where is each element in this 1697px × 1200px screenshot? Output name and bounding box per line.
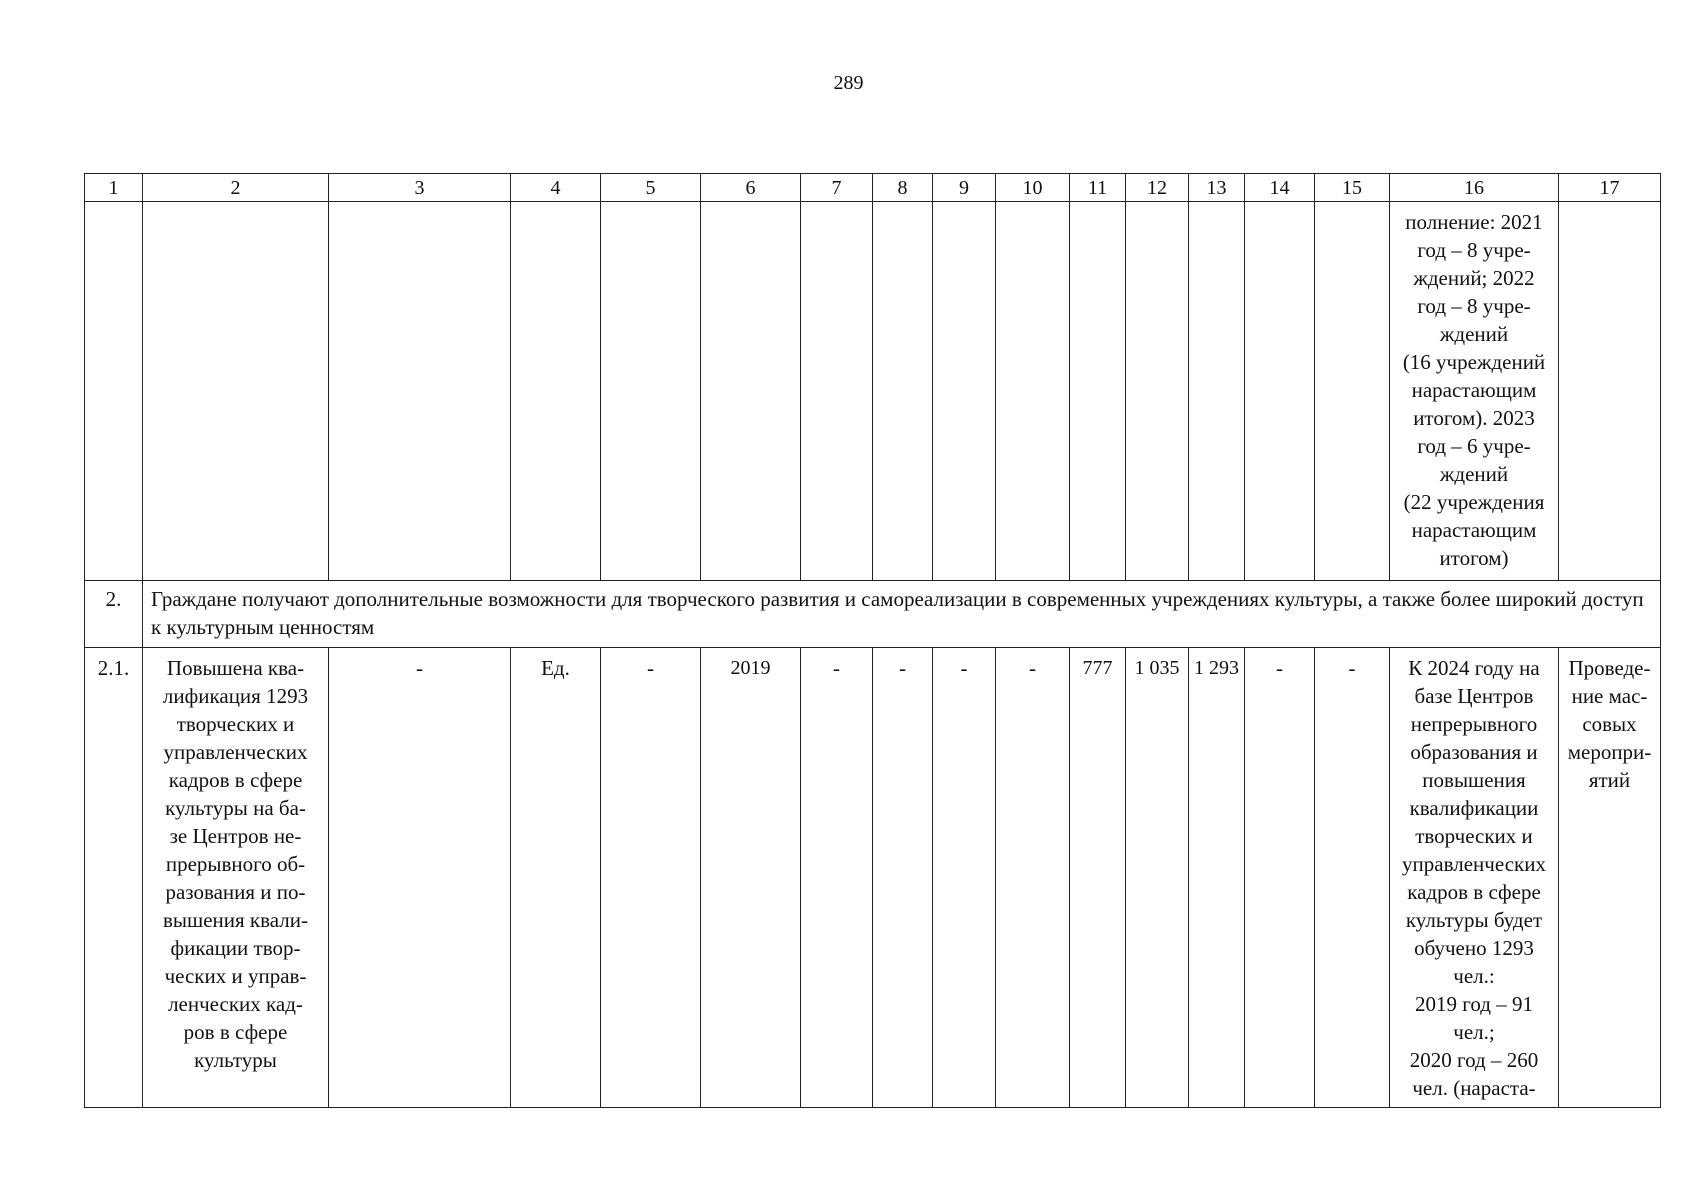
column-number: 4 xyxy=(511,174,601,202)
text-line: ческих и управ- xyxy=(164,964,307,988)
text-line: год – 8 учре- xyxy=(1417,294,1531,318)
table-cell xyxy=(511,202,601,581)
text-line: итогом). 2023 xyxy=(1413,406,1535,430)
column-number: 9 xyxy=(933,174,996,202)
column-number: 16 xyxy=(1390,174,1559,202)
column-number: 10 xyxy=(996,174,1070,202)
unit-cell: Ед. xyxy=(511,648,601,1108)
text-line: чел.; xyxy=(1453,1020,1495,1044)
table-cell xyxy=(1315,202,1390,581)
table-cell xyxy=(1245,202,1315,581)
value-cell: 1 035 xyxy=(1126,648,1189,1108)
text-line: вышения квали- xyxy=(163,908,308,932)
table-cell: - xyxy=(873,648,933,1108)
table-cell: - xyxy=(329,648,511,1108)
text-line: управленческих xyxy=(163,740,308,764)
value-cell: 777 xyxy=(1070,648,1126,1108)
table-cell xyxy=(329,202,511,581)
column-number: 15 xyxy=(1315,174,1390,202)
section-title: Граждане получают дополнительные возможности для творческого развития и самореализации в современных учреждениях культуры, а также более широкий доступ к культурным ценностям xyxy=(143,581,1661,648)
column-number: 8 xyxy=(873,174,933,202)
activity-type-cell xyxy=(1559,648,1661,1108)
text-line: кадров в сфере xyxy=(168,768,303,792)
text-line: повышения xyxy=(1422,768,1526,792)
text-line: ждений xyxy=(1439,462,1509,486)
text-line: культуры на ба- xyxy=(165,796,306,820)
column-number: 12 xyxy=(1126,174,1189,202)
table-cell xyxy=(1126,202,1189,581)
text-line: Проведе- xyxy=(1568,656,1651,680)
table-cell xyxy=(873,202,933,581)
text-line: ждений xyxy=(1439,322,1509,346)
text-line: квалификации xyxy=(1409,796,1539,820)
text-line: творческих и xyxy=(1415,824,1533,848)
column-number: 1 xyxy=(85,174,143,202)
text-line: совых xyxy=(1582,712,1637,736)
table-cell: - xyxy=(1315,648,1390,1108)
text-line: чел. (нараста- xyxy=(1412,1076,1536,1100)
table-cell xyxy=(1559,202,1661,581)
table-cell xyxy=(801,202,873,581)
text-line: кадров в сфере xyxy=(1407,880,1541,904)
text-line: фикации твор- xyxy=(170,936,301,960)
column-number: 14 xyxy=(1245,174,1315,202)
text-line: обучено 1293 xyxy=(1414,936,1534,960)
text-line: (16 учреждений xyxy=(1402,350,1546,374)
text-line: полнение: 2021 xyxy=(1405,210,1543,234)
text-line: К 2024 году на xyxy=(1408,656,1540,680)
text-line: 2020 год – 260 xyxy=(1409,1048,1539,1072)
text-line: год – 6 учре- xyxy=(1417,434,1531,458)
table-cell xyxy=(85,202,143,581)
text-line: непрерывного xyxy=(1410,712,1538,736)
column-number: 5 xyxy=(601,174,701,202)
section-number: 2. xyxy=(85,581,143,648)
table-cell: - xyxy=(996,648,1070,1108)
text-line: разования и по- xyxy=(165,880,306,904)
indicators-table xyxy=(84,173,1661,1108)
text-line: ятий xyxy=(1588,768,1631,792)
text-line: ждений; 2022 xyxy=(1413,266,1535,290)
value-cell: 1 293 xyxy=(1189,648,1245,1108)
result-name-cell xyxy=(143,648,329,1108)
table-cell: - xyxy=(601,648,701,1108)
text-line: прерывного об- xyxy=(165,852,306,876)
text-line: культуры xyxy=(194,1048,277,1072)
text-line: 2019 год – 91 xyxy=(1415,992,1533,1016)
table-cell: - xyxy=(801,648,873,1108)
text-line: ленческих кад- xyxy=(168,992,303,1016)
text-line: чел.: xyxy=(1453,964,1495,988)
table-cell xyxy=(143,202,329,581)
table-cell xyxy=(996,202,1070,581)
column-number: 2 xyxy=(143,174,329,202)
text-line: базе Центров xyxy=(1414,684,1534,708)
table-cell xyxy=(1189,202,1245,581)
table-row xyxy=(85,202,1661,581)
column-number: 17 xyxy=(1559,174,1661,202)
result-description-cell xyxy=(1390,648,1559,1108)
text-line: (22 учреждения xyxy=(1403,490,1545,514)
column-number: 3 xyxy=(329,174,511,202)
table-cell: - xyxy=(933,648,996,1108)
text-line: творческих и xyxy=(176,712,295,736)
section-row xyxy=(85,581,1661,648)
table-cell xyxy=(1070,202,1126,581)
column-number: 13 xyxy=(1189,174,1245,202)
text-line: образования и xyxy=(1410,740,1538,764)
text-line: ров в сфере xyxy=(183,1020,288,1044)
text-line: культуры будет xyxy=(1405,908,1543,932)
text-line: нарастающим xyxy=(1411,378,1537,402)
column-number-row xyxy=(85,174,1661,202)
text-line: меропри- xyxy=(1567,740,1652,764)
text-line: год – 8 учре- xyxy=(1417,238,1531,262)
text-line: зе Центров не- xyxy=(169,824,302,848)
text-line: итогом) xyxy=(1439,546,1509,570)
result-description-cell xyxy=(1390,202,1559,581)
row-number: 2.1. xyxy=(85,648,143,1108)
column-number: 11 xyxy=(1070,174,1126,202)
text-line: управленческих xyxy=(1402,852,1546,876)
text-line: нарастающим xyxy=(1411,518,1537,542)
text-line: ние мас- xyxy=(1571,684,1648,708)
table-cell xyxy=(701,202,801,581)
table-cell: - xyxy=(1245,648,1315,1108)
table-cell xyxy=(601,202,701,581)
table-cell xyxy=(933,202,996,581)
text-line: Повышена ква- xyxy=(166,656,305,680)
column-number: 7 xyxy=(801,174,873,202)
year-cell: 2019 xyxy=(701,648,801,1108)
page-number: 289 xyxy=(833,72,864,94)
column-number: 6 xyxy=(701,174,801,202)
text-line: лификация 1293 xyxy=(162,684,309,708)
table-row xyxy=(85,648,1661,1108)
